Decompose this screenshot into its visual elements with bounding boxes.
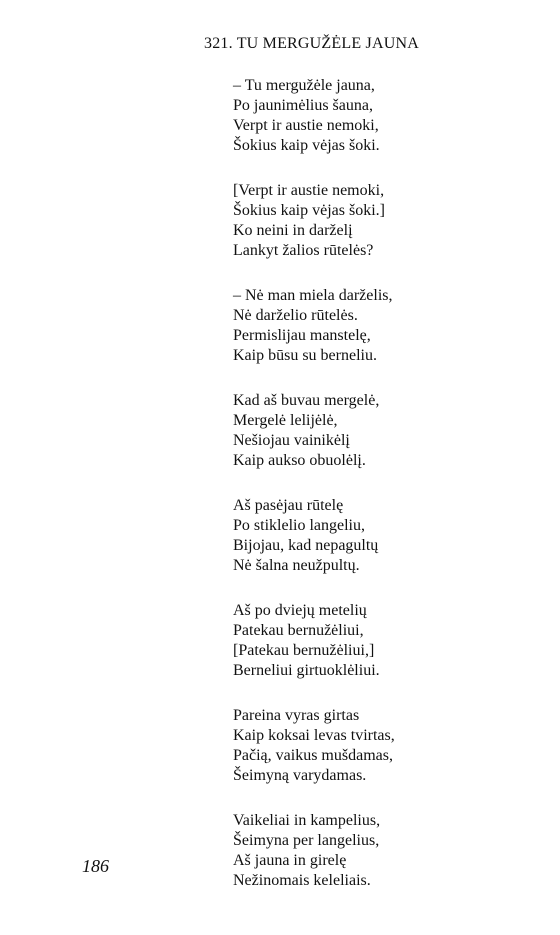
verse-line: Ko neini in darželį — [233, 222, 353, 239]
stanza — [233, 601, 533, 681]
verse-line: Aš jauna in girelę — [233, 852, 347, 869]
verse-line: Šeimyną varydamas. — [233, 767, 367, 784]
verse-line: Pačią, vaikus mušdamas, — [233, 747, 393, 764]
page-number: 186 — [82, 856, 109, 876]
verse-line: Mergelė lelijėlė, — [233, 412, 338, 429]
verse-line: Kaip aukso obuolėlį. — [233, 452, 366, 469]
song-title: 321. TU MERGUŽĖLE JAUNA — [204, 35, 419, 52]
stanza — [233, 706, 533, 786]
verse-line: Po stiklelio langeliu, — [233, 517, 365, 534]
stanza — [233, 76, 533, 156]
poem-text — [233, 76, 533, 891]
verse-line: Vaikeliai in kampelius, — [233, 812, 381, 829]
verse-line: [Verpt ir austie nemoki, — [233, 182, 385, 199]
stanza — [233, 286, 533, 366]
stanza — [233, 181, 533, 261]
verse-line: Aš po dviejų metelių — [233, 602, 367, 619]
verse-line: Nežinomais keleliais. — [233, 872, 371, 889]
verse-line: Kad aš buvau mergelė, — [233, 392, 380, 409]
verse-line: Verpt ir austie nemoki, — [233, 117, 379, 134]
verse-line: Šokius kaip vėjas šoki. — [233, 137, 380, 154]
verse-line: Lankyt žalios rūtelės? — [233, 242, 374, 259]
verse-line: Aš pasėjau rūtelę — [233, 497, 344, 514]
verse-line: Bijojau, kad nepagultų — [233, 537, 379, 554]
stanza — [233, 496, 533, 576]
stanza — [233, 811, 533, 891]
verse-line: Šokius kaip vėjas šoki.] — [233, 202, 385, 219]
verse-line: Nė šalna neužpultų. — [233, 557, 360, 574]
verse-line: Nešiojau vainikėlį — [233, 432, 350, 449]
verse-line: Pareina vyras girtas — [233, 707, 360, 724]
verse-line: Nė darželio rūtelės. — [233, 307, 358, 324]
verse-line: Patekau bernužėliui, — [233, 622, 364, 639]
verse-line: Šeimyna per langelius, — [233, 832, 380, 849]
verse-line: – Tu mergužėle jauna, — [233, 77, 375, 94]
verse-line: Po jaunimėlius šauna, — [233, 97, 373, 114]
verse-line: Kaip koksai levas tvirtas, — [233, 727, 395, 744]
verse-line: – Nė man miela darželis, — [233, 287, 393, 304]
verse-line: Berneliui girtuoklėliui. — [233, 662, 380, 679]
verse-line: [Patekau bernužėliui,] — [233, 642, 375, 659]
stanza — [233, 391, 533, 471]
verse-line: Kaip būsu su berneliu. — [233, 347, 377, 364]
verse-line: Permislijau manstelę, — [233, 327, 371, 344]
